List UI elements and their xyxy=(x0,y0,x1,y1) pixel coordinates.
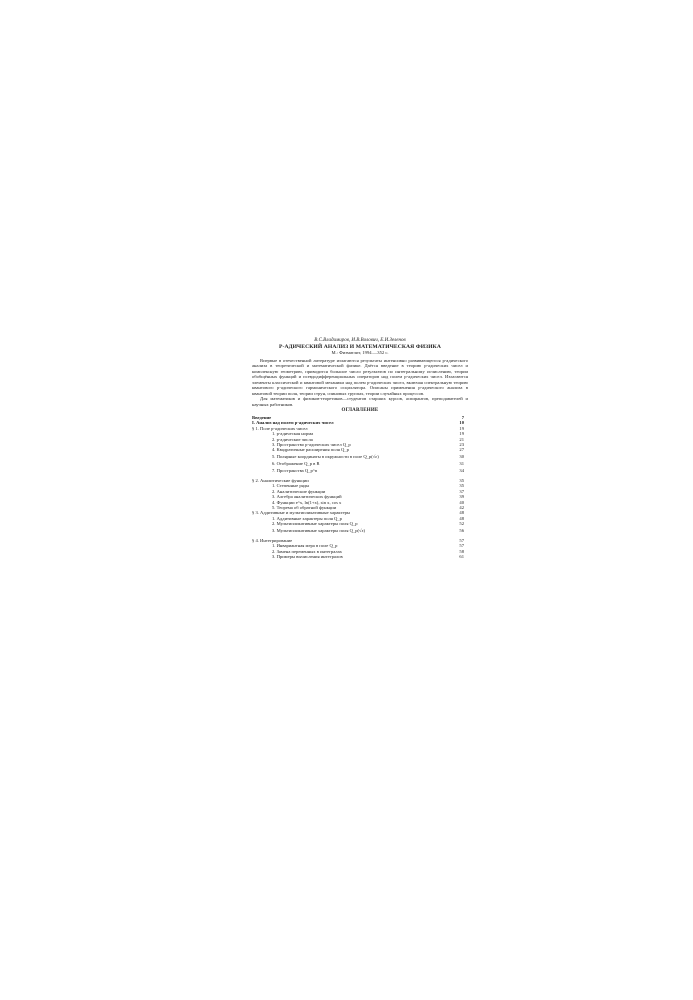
toc-entry-title: Введение xyxy=(252,415,272,421)
toc-entry-page: 35 xyxy=(459,477,464,483)
toc-entry-title: 3. Мультипликативные характеры поля Q_p(√ε) xyxy=(272,527,366,533)
toc-entry-page: 27 xyxy=(459,447,464,453)
toc-entry-page: 19 xyxy=(459,431,464,437)
toc-entry-title: 5. Полярные координаты в окружности в поле Q_p(√ε) xyxy=(272,453,379,459)
toc-entry xyxy=(252,453,468,461)
table-of-contents xyxy=(252,415,468,559)
toc-entry-page: 39 xyxy=(459,494,464,500)
toc-entry-title: § 2. Аналитические функции xyxy=(252,477,309,483)
toc-entry-page: 42 xyxy=(459,504,464,510)
toc-entry-page: 61 xyxy=(459,554,464,560)
toc-heading: ОГЛАВЛЕНИЕ xyxy=(341,408,379,414)
toc-entry-page: 30 xyxy=(459,453,464,459)
toc-entry-title: 1. p-адическая норма xyxy=(272,431,314,437)
toc-entry-page: 23 xyxy=(459,442,464,448)
toc-entry-page: 34 xyxy=(459,467,464,473)
toc-entry-title: 4. Функции e^x, ln(1+x), sin x, cos x xyxy=(272,499,342,505)
toc-entry-title: § 1. Поле p-адических чисел xyxy=(252,425,308,431)
toc-entry-page: 57 xyxy=(459,543,464,549)
toc-entry-title: 3. Пространство p-адических чисел Q_p xyxy=(272,442,351,448)
toc-entry-title: 2. p-адические числа xyxy=(272,436,313,442)
toc-entry-title: 3. Примеры вычисления интегралов xyxy=(272,554,343,560)
toc-entry-page: 57 xyxy=(459,537,464,543)
toc-entry xyxy=(252,527,468,535)
toc-entry-title: 2. Мультипликативные характеры поля Q_p xyxy=(272,521,358,527)
abstract-paragraph: Для математиков и физиков-теоретиков—студентов старших курсов, аспирантов, преподавателей и научных работников. xyxy=(252,396,468,407)
authors: В.С.Владимиров, И.В.Волович, Е.И.Зеленов xyxy=(314,338,406,343)
toc-entry-title: 2. Замена переменных в интегралах xyxy=(272,548,342,554)
scanned-page xyxy=(252,338,468,648)
abstract-paragraph: Впервые в отечественной литературе излагаются результаты интенсивно развивающегося p-адического анализа в теоретической и математической физике. Даётся введение в теорию p-адических чисел и комплексную геометрию, приводится большое число результатов по интегральному исчислению, теории обобщённых функций и псевдодифференциальных операторов над полем p-адических чисел. Излагаются элементы классической и квантовой механики над полем p-адических чисел, включая спектральную теорию квантового p-адического гармонического осциллятора. Описаны применения p-адического анализа в квантовой теории поля, теории струн, спиновых группах, теории случайных процессов. xyxy=(252,358,468,396)
toc-entry-title: § 4. Интегрирование xyxy=(252,537,293,543)
toc-entry-page: 31 xyxy=(459,461,464,467)
abstract xyxy=(252,358,468,407)
toc-entry-title: 3. Алгебра аналитических функций xyxy=(272,494,342,500)
toc-entry-title: 7. Пространства Q_p^n xyxy=(272,467,318,473)
toc-entry-page: 56 xyxy=(459,527,464,533)
toc-entry-title: 2. Аналитические функции xyxy=(272,488,326,494)
toc-entry xyxy=(252,467,468,475)
toc-entry-page: 35 xyxy=(459,483,464,489)
toc-entry-page: 19 xyxy=(459,425,464,431)
toc-entry-title: 1. Степенные ряды xyxy=(272,483,310,489)
publication-info: М.: Физматлит, 1994.—352 с. xyxy=(331,350,389,355)
book-title: P-АДИЧЕСКИЙ АНАЛИЗ И МАТЕМАТИЧЕСКАЯ ФИЗИКА xyxy=(279,344,441,350)
toc-entry xyxy=(252,554,468,559)
toc-entry-page: 58 xyxy=(459,548,464,554)
toc-entry-page: 37 xyxy=(459,488,464,494)
toc-entry-title: 4. Квадратичные расширения поля Q_p xyxy=(272,447,349,453)
toc-entry-title: 1. Аддитивные характеры поля Q_p xyxy=(272,515,342,521)
toc-entry-title: 6. Отображение Q_p в R xyxy=(272,461,320,467)
toc-entry-page: 7 xyxy=(461,415,464,421)
toc-entry-page: 40 xyxy=(459,499,464,505)
toc-entry-title: I. Анализ над полем p-адических чисел xyxy=(252,420,334,426)
toc-entry-page: 10 xyxy=(459,420,464,426)
toc-entry-title: § 3. Аддитивные и мультипликативные характеры xyxy=(252,510,351,516)
toc-entry-page: 48 xyxy=(459,510,464,516)
toc-entry-title: 1. Инвариантная мера в поле Q_p xyxy=(272,543,338,549)
toc-entry-page: 52 xyxy=(459,521,464,527)
toc-entry-title: 5. Теорема об обратной функции xyxy=(272,504,337,510)
toc-entry-page: 48 xyxy=(459,515,464,521)
toc-entry-page: 21 xyxy=(459,436,464,442)
